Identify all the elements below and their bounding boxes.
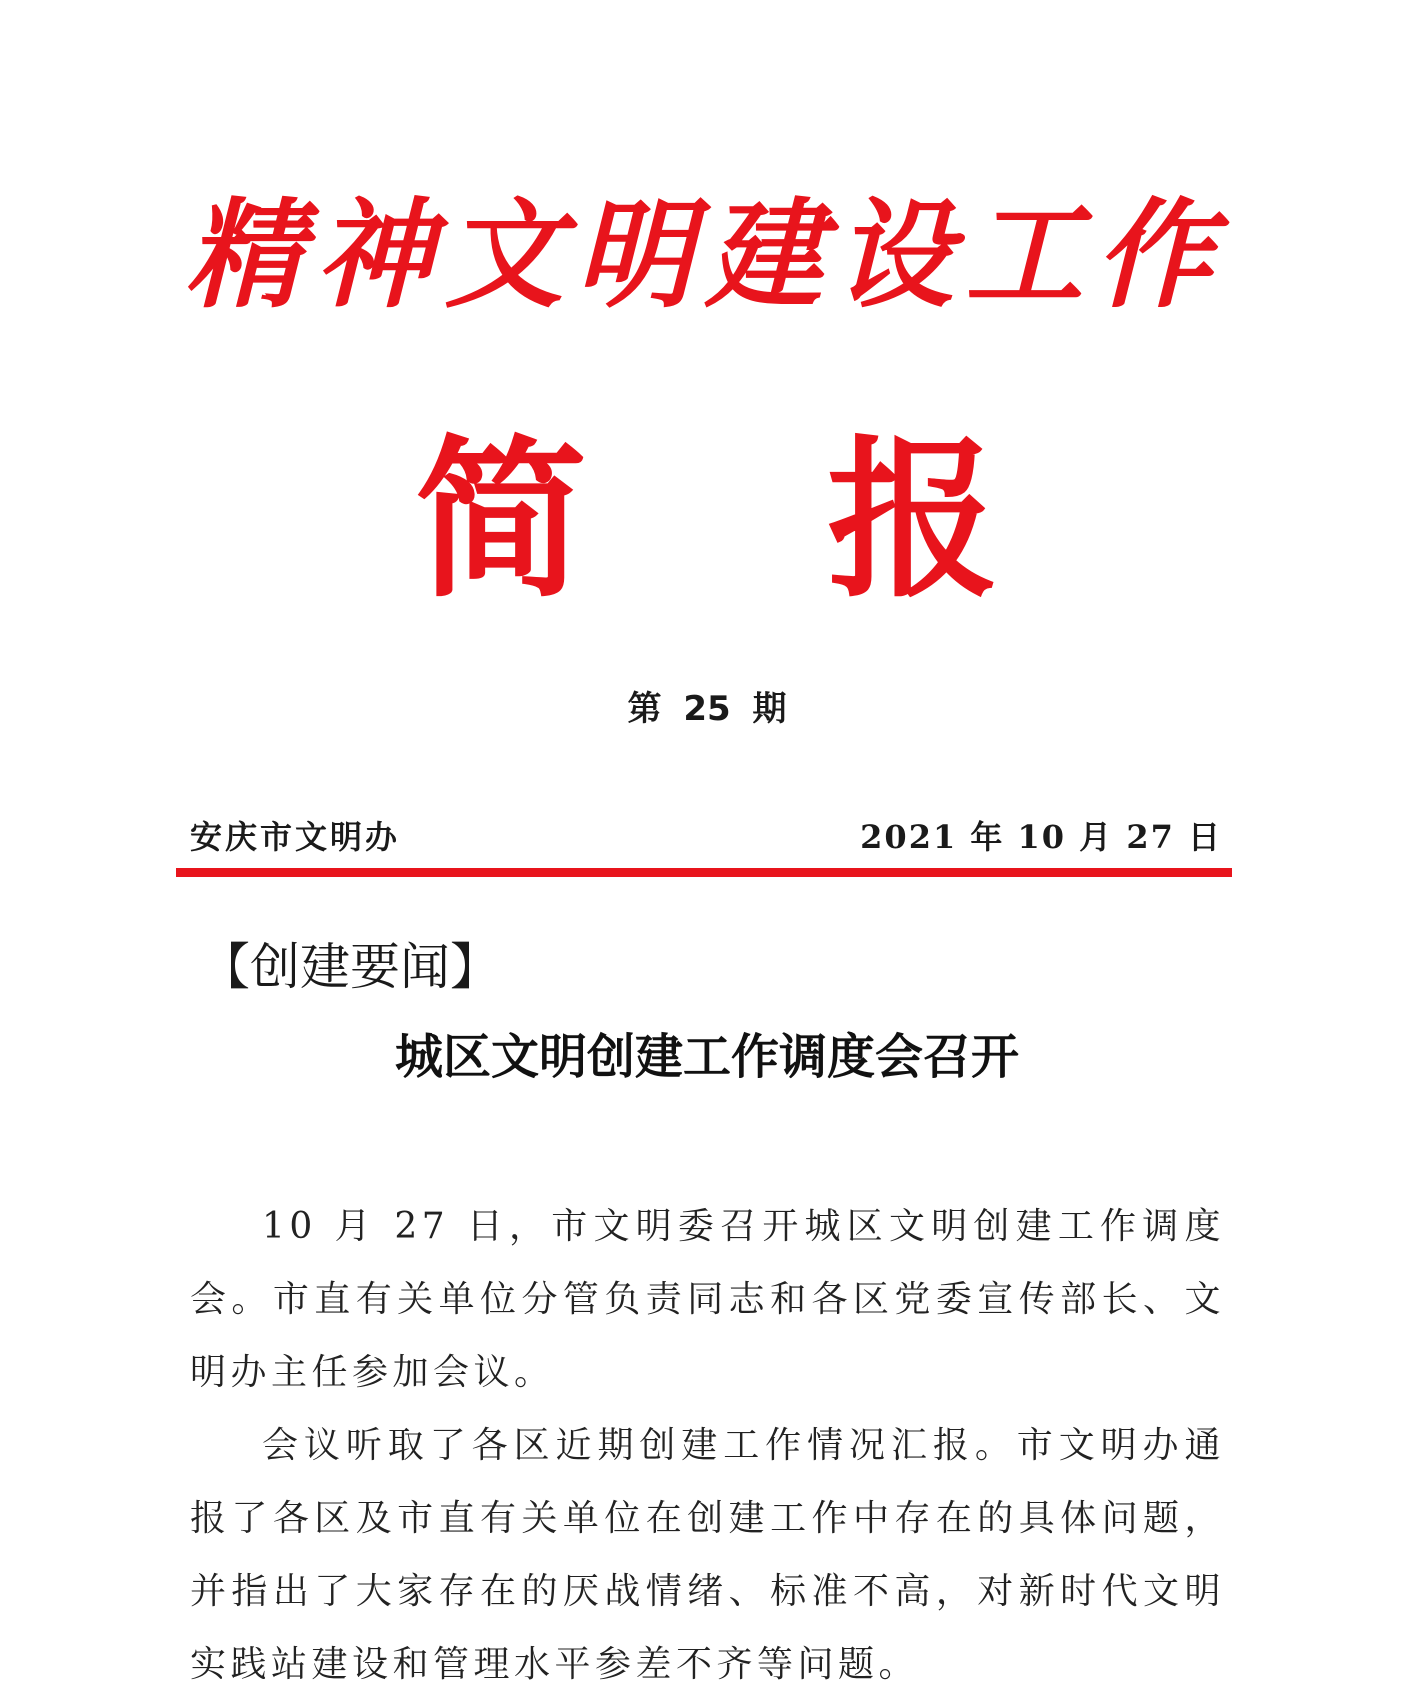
masthead-title: 精神文明建设工作 bbox=[184, 185, 1225, 324]
meta-row bbox=[190, 812, 1222, 862]
issue-date: 2021 年 10 月 27 日 bbox=[860, 818, 1222, 856]
masthead-subtitle: 简报 bbox=[415, 418, 1239, 621]
article-title: 城区文明创建工作调度会召开 bbox=[394, 1029, 1019, 1085]
issue-number: 第 25 期 bbox=[627, 689, 787, 729]
red-divider bbox=[176, 868, 1232, 877]
issuer: 安庆市文明办 bbox=[190, 818, 401, 856]
paragraph: 会议听取了各区近期创建工作情况汇报。市文明办通报了各区及市直有关单位在创建工作中存在的具体问题，并指出了大家存在的厌战情绪、标准不高，对新时代文明实践站建设和管理水平参差不齐等问题。 bbox=[190, 1425, 1225, 1685]
paragraph: 10 月 27 日，市文明委召开城区文明创建工作调度会。市直有关单位分管负责同志和各区党委宣传部长、文明办主任参加会议。 bbox=[190, 1206, 1225, 1393]
section-tag: 【创建要闻】 bbox=[200, 938, 500, 996]
article-body bbox=[190, 1190, 1225, 1701]
